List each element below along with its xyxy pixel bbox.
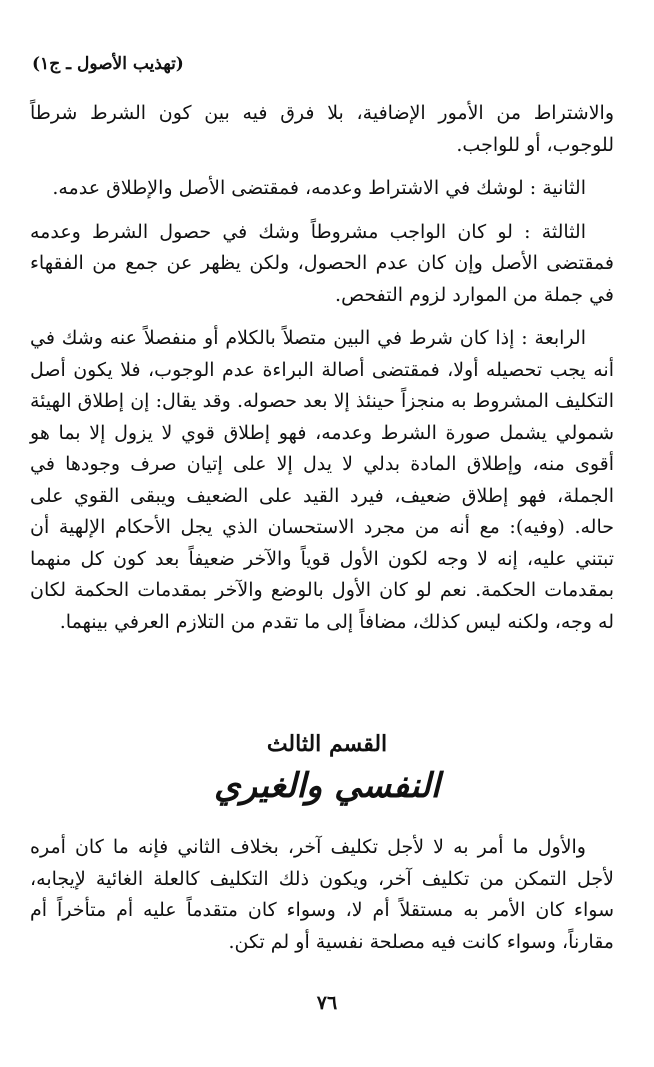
main-text-block [30,98,614,650]
paragraph-fourth: الرابعة : إذا كان شرط في البين متصلاً بالكلام أو منفصلاً عنه وشك في أنه يجب تحصيله أولا، فمقتضى أصالة البراءة عدم الوجوب، فلا يكون أصل التكليف المشروط به منجزاً حينئذ إلا بعد حصوله. وقد يقال: إن إطلاق الهيئة شمولي يشمل صورة الشرط وعدمه، فهو إطلاق قوي لا يزول إلا بما هو أقوى منه، وإطلاق المادة بدلي لا يدل إلا على إتيان صرف وجودها في الجملة، فهو إطلاق ضعيف، فيرد القيد على الضعيف ويبقى القوي على حاله. (وفيه): مع أنه من مجرد الاستحسان الذي يجل الأحكام الإلهية أن تبتني عليه، إنه لا وجه لكون الأول قوياً والآخر ضعيفاً بعد كون كل منهما بمقدمات الحكمة. نعم لو كان الأول بالوضع والآخر بمقدمات الحكمة لكان له وجه، ولكنه ليس كذلك، مضافاً إلى ما تقدم من التلازم العرفي بينهما. [30,327,614,633]
section-title: القسم الثالث [266,731,388,757]
paragraph-section-body: والأول ما أمر به لا لأجل تكليف آخر، بخلاف الثاني فإنه ما كان أمره لأجل التمكن من تكليف آخر، ويكون ذلك التكليف كالعلة الغائية لإيجابه، سواء كان الأمر به مستقلاً أم لا، وسواء كان متقدماً عليه أم متأخراً أم مقارناً، وسواء كانت فيه مصلحة نفسية أو لم تكن. [30,836,614,953]
paragraph-intro: والاشتراط من الأمور الإضافية، بلا فرق فيه بين كون الشرط شرطاً للوجوب، أو للواجب. [30,102,614,156]
paragraph-second: الثانية : لوشك في الاشتراط وعدمه، فمقتضى الأصل والإطلاق عدمه. [52,177,586,199]
section-text-block [30,832,614,970]
paragraph-third: الثالثة : لو كان الواجب مشروطاً وشك في حصول الشرط وعدمه فمقتضى الأصل وإن كان عدم الحصول، ولكن يظهر عن جمع من الفقهاء في جملة من الموارد لزوم التفحص. [30,220,614,306]
section-heading [0,726,654,810]
page-number: ٧٦ [316,992,338,1014]
section-subtitle: النفسي والغيري [213,766,441,806]
running-header-title: (تهذيب الأصول ـ ج١) [32,54,184,74]
